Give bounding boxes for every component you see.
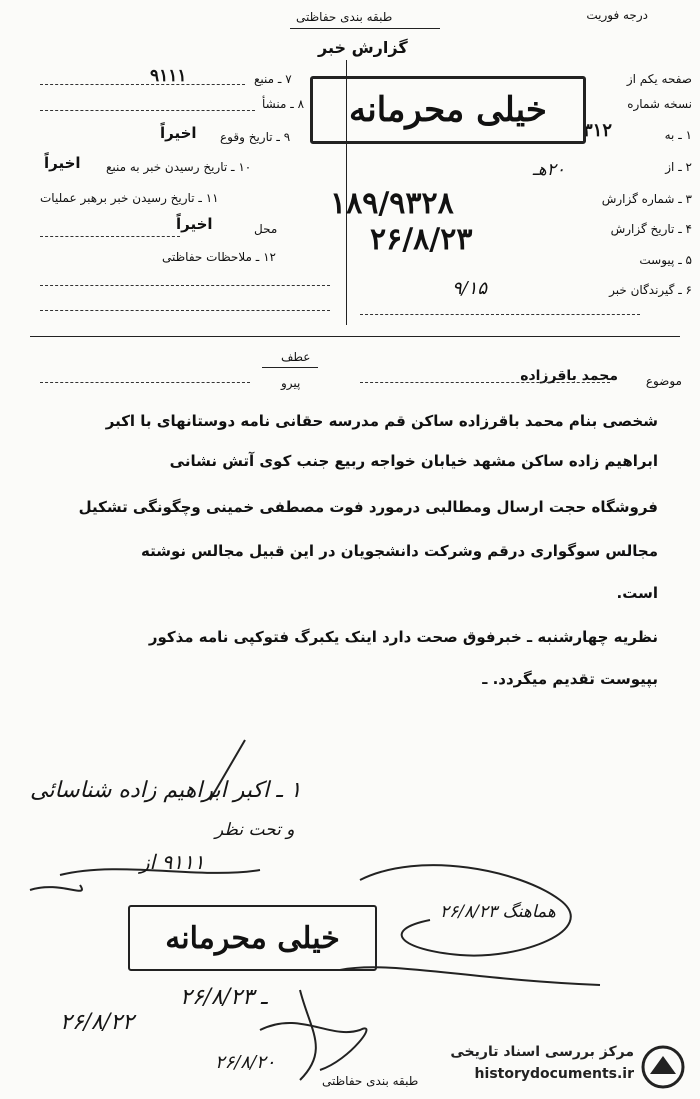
body-line-2: ابراهیم زاده ساکن مشهد خیابان خواجه ربیع جنب کوی آتش نشانی	[169, 452, 658, 470]
footer-classification: طبقه بندی حفاظتی	[322, 1074, 419, 1088]
to-label: ۱ ـ به	[664, 128, 692, 142]
watermark-line-2: historydocuments.ir	[474, 1066, 634, 1082]
handwriting-line-3: ۹۱۱۱ از	[140, 850, 205, 874]
receipt-label: ۱۰ ـ تاریخ رسیدن خبر به منبع	[106, 160, 252, 174]
handwriting-line-1: ۱ ـ اکبر ابراهیم زاده شناسائی	[30, 778, 302, 803]
report-date-value: ۲۶/۸/۲۳	[370, 222, 473, 257]
source-label: ۷ ـ منبع	[254, 72, 292, 86]
from-label: ۲ ـ از	[665, 160, 692, 174]
report-no-label: ۳ ـ شماره گزارش	[601, 192, 692, 206]
origin-label: ۸ ـ منشأ	[262, 97, 305, 111]
attach-label: ۵ ـ پیوست	[639, 253, 692, 267]
recipients-value: ۹/۱۵	[452, 278, 488, 299]
body-line-6: نظریه چهارشنبه ـ خبرفوق صحت دارد اینک یکبرگ فتوکپی نامه مذکور	[148, 628, 658, 646]
watermark	[420, 1042, 690, 1092]
body-line-5: است.	[616, 584, 658, 602]
confidential-stamp	[310, 76, 586, 144]
report-no-value: ۱۸۹/۹۳۲۸	[330, 186, 454, 221]
date-occur-label: ۹ ـ تاریخ وقوع	[220, 130, 291, 144]
watermark-line-1: مرکز بررسی اسناد تاریخی	[450, 1044, 634, 1060]
notes-label: ۱۲ ـ ملاحظات حفاظتی	[162, 250, 276, 264]
priority-label: درجه فوریت	[586, 8, 648, 22]
peyro-label: پیرو	[281, 376, 301, 390]
page-label: صفحه یکم از	[626, 72, 692, 86]
form-title: گزارش خبر	[318, 38, 408, 57]
body-line-7: بپیوست تقدیم میگردد. ـ	[482, 670, 658, 688]
handwriting-line-6: ۲۶/۸/۲۰	[215, 1052, 276, 1073]
receipt-value: اخیراً	[44, 154, 81, 172]
subject-value: محمد باقرزاده	[520, 368, 618, 384]
handwriting-line-4: ـ ۲۶/۸/۲۳	[180, 985, 268, 1010]
date-occur-value: اخیراً	[160, 124, 197, 142]
place-value: اخیراً	[176, 215, 213, 233]
subject-label: موضوع	[645, 374, 682, 388]
confidential-stamp-2	[128, 905, 377, 971]
place-label: محل	[254, 222, 278, 236]
to-value: ۳۱۲	[582, 120, 612, 141]
source-value: ۹۱۱۱	[150, 66, 187, 86]
recipients-label: ۶ ـ گیرندگان خبر	[609, 283, 692, 297]
stamp-text: خیلی محرمانه	[349, 90, 547, 130]
ops-label: ۱۱ ـ تاریخ رسیدن خبر برهبر عملیات	[40, 191, 219, 205]
stamp-2-text: خیلی محرمانه	[165, 920, 340, 956]
classification-top: طبقه بندی حفاظتی	[296, 10, 393, 24]
archive-logo-icon	[640, 1044, 686, 1090]
copy-label: نسخه شماره	[627, 97, 692, 111]
from-value: ۲۰هـ	[532, 160, 565, 180]
body-line-4: مجالس سوگواری درقم وشرکت دانشجویان در این قبیل مجالس نوشته	[141, 542, 658, 560]
body-line-3: فروشگاه حجت ارسال ومطالبی درمورد فوت مصطفی خمینی وچگونگی تشکیل	[78, 498, 658, 516]
body-line-1: شخصی بنام محمد باقرزاده ساکن قم مدرسه حقانی نامه دوستانهای با اکبر	[105, 412, 658, 430]
handwriting-line-5: ۲۶/۸/۲۲	[60, 1010, 134, 1035]
handwriting-right-note: هماهنگ ۲۶/۸/۲۳	[440, 902, 556, 922]
handwriting-line-2: و تحت نظر	[215, 820, 295, 840]
report-date-label: ۴ ـ تاریخ گزارش	[610, 222, 692, 236]
atf-label: عطف	[281, 350, 311, 364]
